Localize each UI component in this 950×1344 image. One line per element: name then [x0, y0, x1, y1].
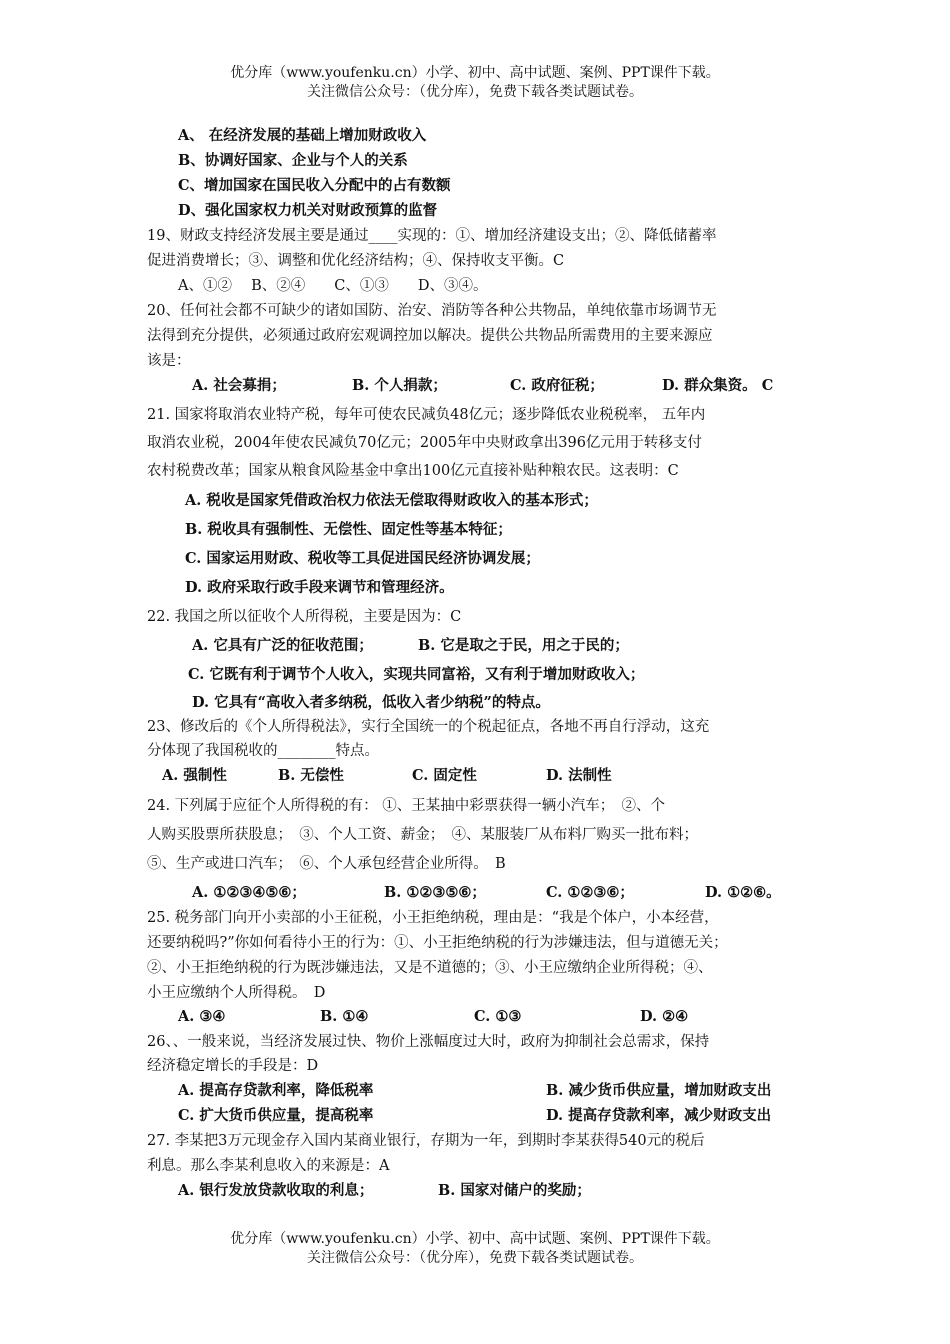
q25-option-c: C. ①③ — [474, 1008, 522, 1025]
q25-option-a: A. ③④ — [178, 1008, 226, 1025]
q26-option-d: D. 提高存贷款利率，减少财政支出 — [546, 1107, 772, 1124]
q26-options-cd — [0, 1106, 950, 1126]
q22-option-d: D. 它具有“高收入者多纳税，低收入者少纳税”的特点。 — [192, 694, 550, 711]
q18-option-a: A、 在经济发展的基础上增加财政收入 — [178, 127, 427, 144]
footer-line-1: 优分库（www.youfenku.cn）小学、初中、高中试题、案例、PPT课件下载。 — [230, 1231, 720, 1247]
q20-line-2: 法得到充分提供，必须通过政府宏观调控加以解决。提供公共物品所需费用的主要来源应 — [147, 328, 713, 344]
q24-option-c: C. ①②③⑥； — [546, 884, 634, 901]
page-header — [0, 64, 950, 102]
q24-line-2: 人购买股票所获股息； ③、个人工资、薪金； ④、某服装厂从布料厂购买一批布料； — [147, 827, 698, 843]
q22-stem: 22. 我国之所以征收个人所得税，主要是因为：C — [147, 609, 462, 625]
q26-option-a: A. 提高存贷款利率，降低税率 — [178, 1082, 374, 1099]
q23-option-d: D. 法制性 — [546, 767, 612, 784]
q23-option-c: C. 固定性 — [412, 767, 477, 784]
q25-option-d: D. ②④ — [640, 1008, 689, 1025]
q27-option-b: B. 国家对储户的奖励； — [438, 1182, 591, 1199]
q23-option-a: A. 强制性 — [162, 767, 227, 784]
q20-option-a: A. 社会募捐； — [192, 377, 286, 394]
q20-line-3: 该是： — [147, 353, 191, 369]
q26-line-1: 26、、一般来说，当经济发展过快、物价上涨幅度过大时，政府为抑制社会总需求，保持 — [147, 1034, 710, 1050]
q21-line-3: 农村税费改革；国家从粮食风险基金中拿出100亿元直接补贴种粮农民。这表明：C — [147, 463, 679, 479]
q27-line-2: 利息。那么李某利息收入的来源是：A — [147, 1158, 390, 1174]
q19-options: A、①② B、②④ C、①③ D、③④。 — [178, 278, 488, 294]
q24-option-a: A. ①②③④⑤⑥； — [192, 884, 306, 901]
q23-line-1: 23、修改后的《个人所得税法》，实行全国统一的个税起征点，各地不再自行浮动，这充 — [147, 719, 710, 735]
header-line-2: 关注微信公众号：（优分库），免费下载各类试题试卷。 — [307, 84, 643, 100]
q18-option-b: B、协调好国家、企业与个人的关系 — [178, 152, 408, 169]
q22-option-a: A. 它具有广泛的征收范围； — [192, 637, 373, 654]
q19-line-2: 促进消费增长；③、调整和优化经济结构；④、保持收支平衡。C — [147, 253, 565, 269]
q18-option-c: C、增加国家在国民收入分配中的占有数额 — [178, 177, 451, 194]
q25-line-4: 小王应缴纳个人所得税。 D — [147, 985, 326, 1001]
q20-options — [0, 376, 950, 396]
q22-options-ab — [0, 636, 950, 656]
q24-options — [0, 883, 950, 903]
q24-line-1: 24. 下列属于应征个人所得税的有： ①、王某抽中彩票获得一辆小汽车； ②、个 — [147, 798, 666, 814]
q23-options — [0, 766, 950, 786]
q25-line-1: 25. 税务部门向开小卖部的小王征税，小王拒绝纳税，理由是：“我是个体户，小本经营， — [147, 910, 719, 926]
q24-line-3: ⑤、生产或进口汽车； ⑥、个人承包经营企业所得。 B — [147, 856, 506, 872]
q23-option-b: B. 无偿性 — [278, 767, 344, 784]
header-line-1: 优分库（www.youfenku.cn）小学、初中、高中试题、案例、PPT课件下载。 — [230, 65, 720, 81]
q25-line-2: 还要纳税吗?”你如何看待小王的行为：①、小王拒绝纳税的行为涉嫌违法，但与道德无关； — [147, 935, 728, 951]
q25-option-b: B. ①④ — [320, 1008, 369, 1025]
q22-option-c: C. 它既有利于调节个人收入，实现共同富裕，又有利于增加财政收入； — [188, 666, 645, 683]
q21-option-b: B. 税收具有强制性、无偿性、固定性等基本特征； — [185, 521, 512, 538]
q20-option-b: B. 个人捐款； — [352, 377, 447, 394]
q23-line-2: 分体现了我国税收的________特点。 — [147, 743, 379, 759]
q26-option-c: C. 扩大货币供应量，提高税率 — [178, 1107, 374, 1124]
q21-line-1: 21. 国家将取消农业特产税，每年可使农民减负48亿元；逐步降低农业税税率， 五年内 — [147, 407, 706, 423]
q19-line-1: 19、财政支持经济发展主要是通过____实现的：①、增加经济建设支出；②、降低储蓄率 — [147, 228, 717, 244]
q20-option-d: D. 群众集资。 C — [662, 377, 774, 394]
q26-option-b: B. 减少货币供应量，增加财政支出 — [546, 1082, 772, 1099]
q22-option-b: B. 它是取之于民，用之于民的； — [418, 637, 629, 654]
q21-option-d: D. 政府采取行政手段来调节和管理经济。 — [185, 579, 454, 596]
q24-option-d: D. ①②⑥。 — [705, 884, 781, 901]
q21-option-a: A. 税收是国家凭借政治权力依法无偿取得财政收入的基本形式； — [185, 492, 598, 509]
q27-option-a: A. 银行发放贷款收取的利息； — [178, 1182, 374, 1199]
q27-line-1: 27. 李某把3万元现金存入国内某商业银行，存期为一年，到期时李某获得540元的税后 — [147, 1133, 705, 1149]
q20-option-c: C. 政府征税； — [510, 377, 604, 394]
q25-options — [0, 1007, 950, 1027]
page-footer — [0, 1230, 950, 1268]
q24-option-b: B. ①②③⑤⑥； — [384, 884, 486, 901]
q25-line-3: ②、小王拒绝纳税的行为既涉嫌违法，又是不道德的；③、小王应缴纳企业所得税；④、 — [147, 960, 713, 976]
q27-options-ab — [0, 1181, 950, 1201]
q18-option-d: D、强化国家权力机关对财政预算的监督 — [178, 202, 438, 219]
footer-line-2: 关注微信公众号：（优分库），免费下载各类试题试卷。 — [307, 1250, 643, 1266]
q26-options-ab — [0, 1081, 950, 1101]
q21-option-c: C. 国家运用财政、税收等工具促进国民经济协调发展； — [185, 550, 540, 567]
q26-line-2: 经济稳定增长的手段是：D — [147, 1058, 319, 1074]
q20-line-1: 20、任何社会都不可缺少的诸如国防、治安、消防等各种公共物品，单纯依靠市场调节无 — [147, 303, 717, 319]
q21-line-2: 取消农业税，2004年使农民减负70亿元；2005年中央财政拿出396亿元用于转移支付 — [147, 435, 702, 451]
